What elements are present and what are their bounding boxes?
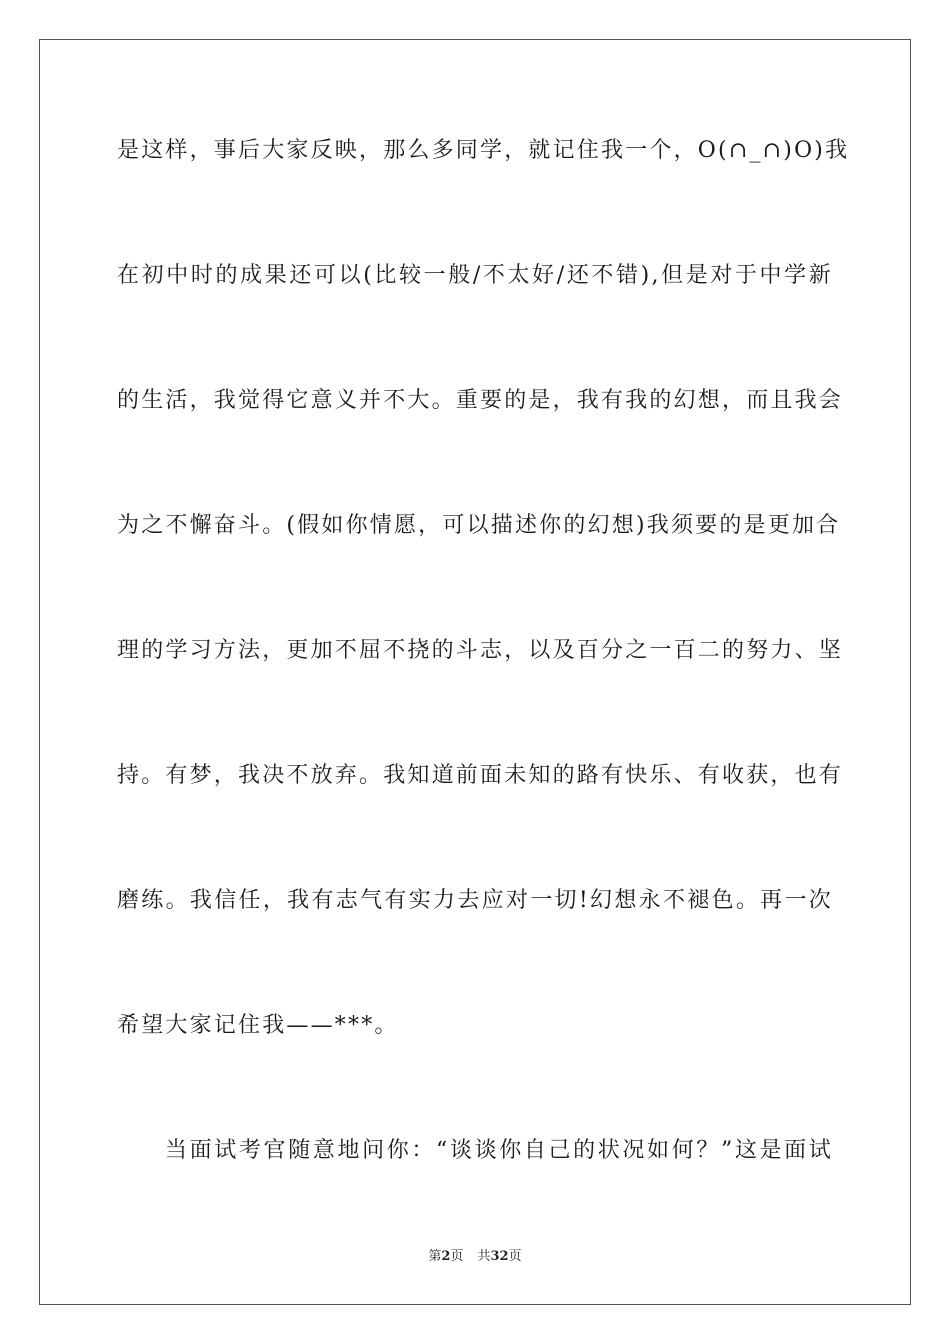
total-prefix: 共 bbox=[477, 1249, 491, 1264]
body-text-line-8: 希望大家记住我——***。 bbox=[117, 1013, 399, 1038]
body-text-line-4: 为之不懈奋斗。(假如你情愿，可以描述你的幻想)我须要的是更加合 bbox=[117, 513, 841, 538]
page-suffix: 页 bbox=[450, 1249, 464, 1264]
body-text-line-9: 当面试考官随意地问你：“谈谈你自己的状况如何？”这是面试 bbox=[165, 1138, 833, 1163]
body-text-line-2: 在初中时的成果还可以(比较一般/不太好/还不错),但是对于中学新 bbox=[117, 263, 833, 288]
body-text-line-5: 理的学习方法，更加不屈不挠的斗志，以及百分之一百二的努力、坚 bbox=[117, 638, 844, 663]
body-text-line-6: 持。有梦，我决不放弃。我知道前面未知的路有快乐、有收获，也有 bbox=[117, 763, 844, 788]
total-pages: 32 bbox=[490, 1249, 509, 1264]
page-border bbox=[39, 39, 911, 1305]
page-number: 2 bbox=[441, 1249, 451, 1264]
body-text-line-1: 是这样，事后大家反映，那么多同学，就记住我一个，O(∩_∩)O)我 bbox=[117, 138, 850, 163]
body-text-line-3: 的生活，我觉得它意义并不大。重要的是，我有我的幻想，而且我会 bbox=[117, 388, 844, 413]
total-suffix: 页 bbox=[508, 1249, 522, 1264]
page-footer bbox=[0, 1248, 950, 1266]
body-text-line-7: 磨练。我信任，我有志气有实力去应对一切!幻想永不褪色。再一次 bbox=[117, 888, 833, 913]
page-prefix: 第 bbox=[428, 1249, 442, 1264]
